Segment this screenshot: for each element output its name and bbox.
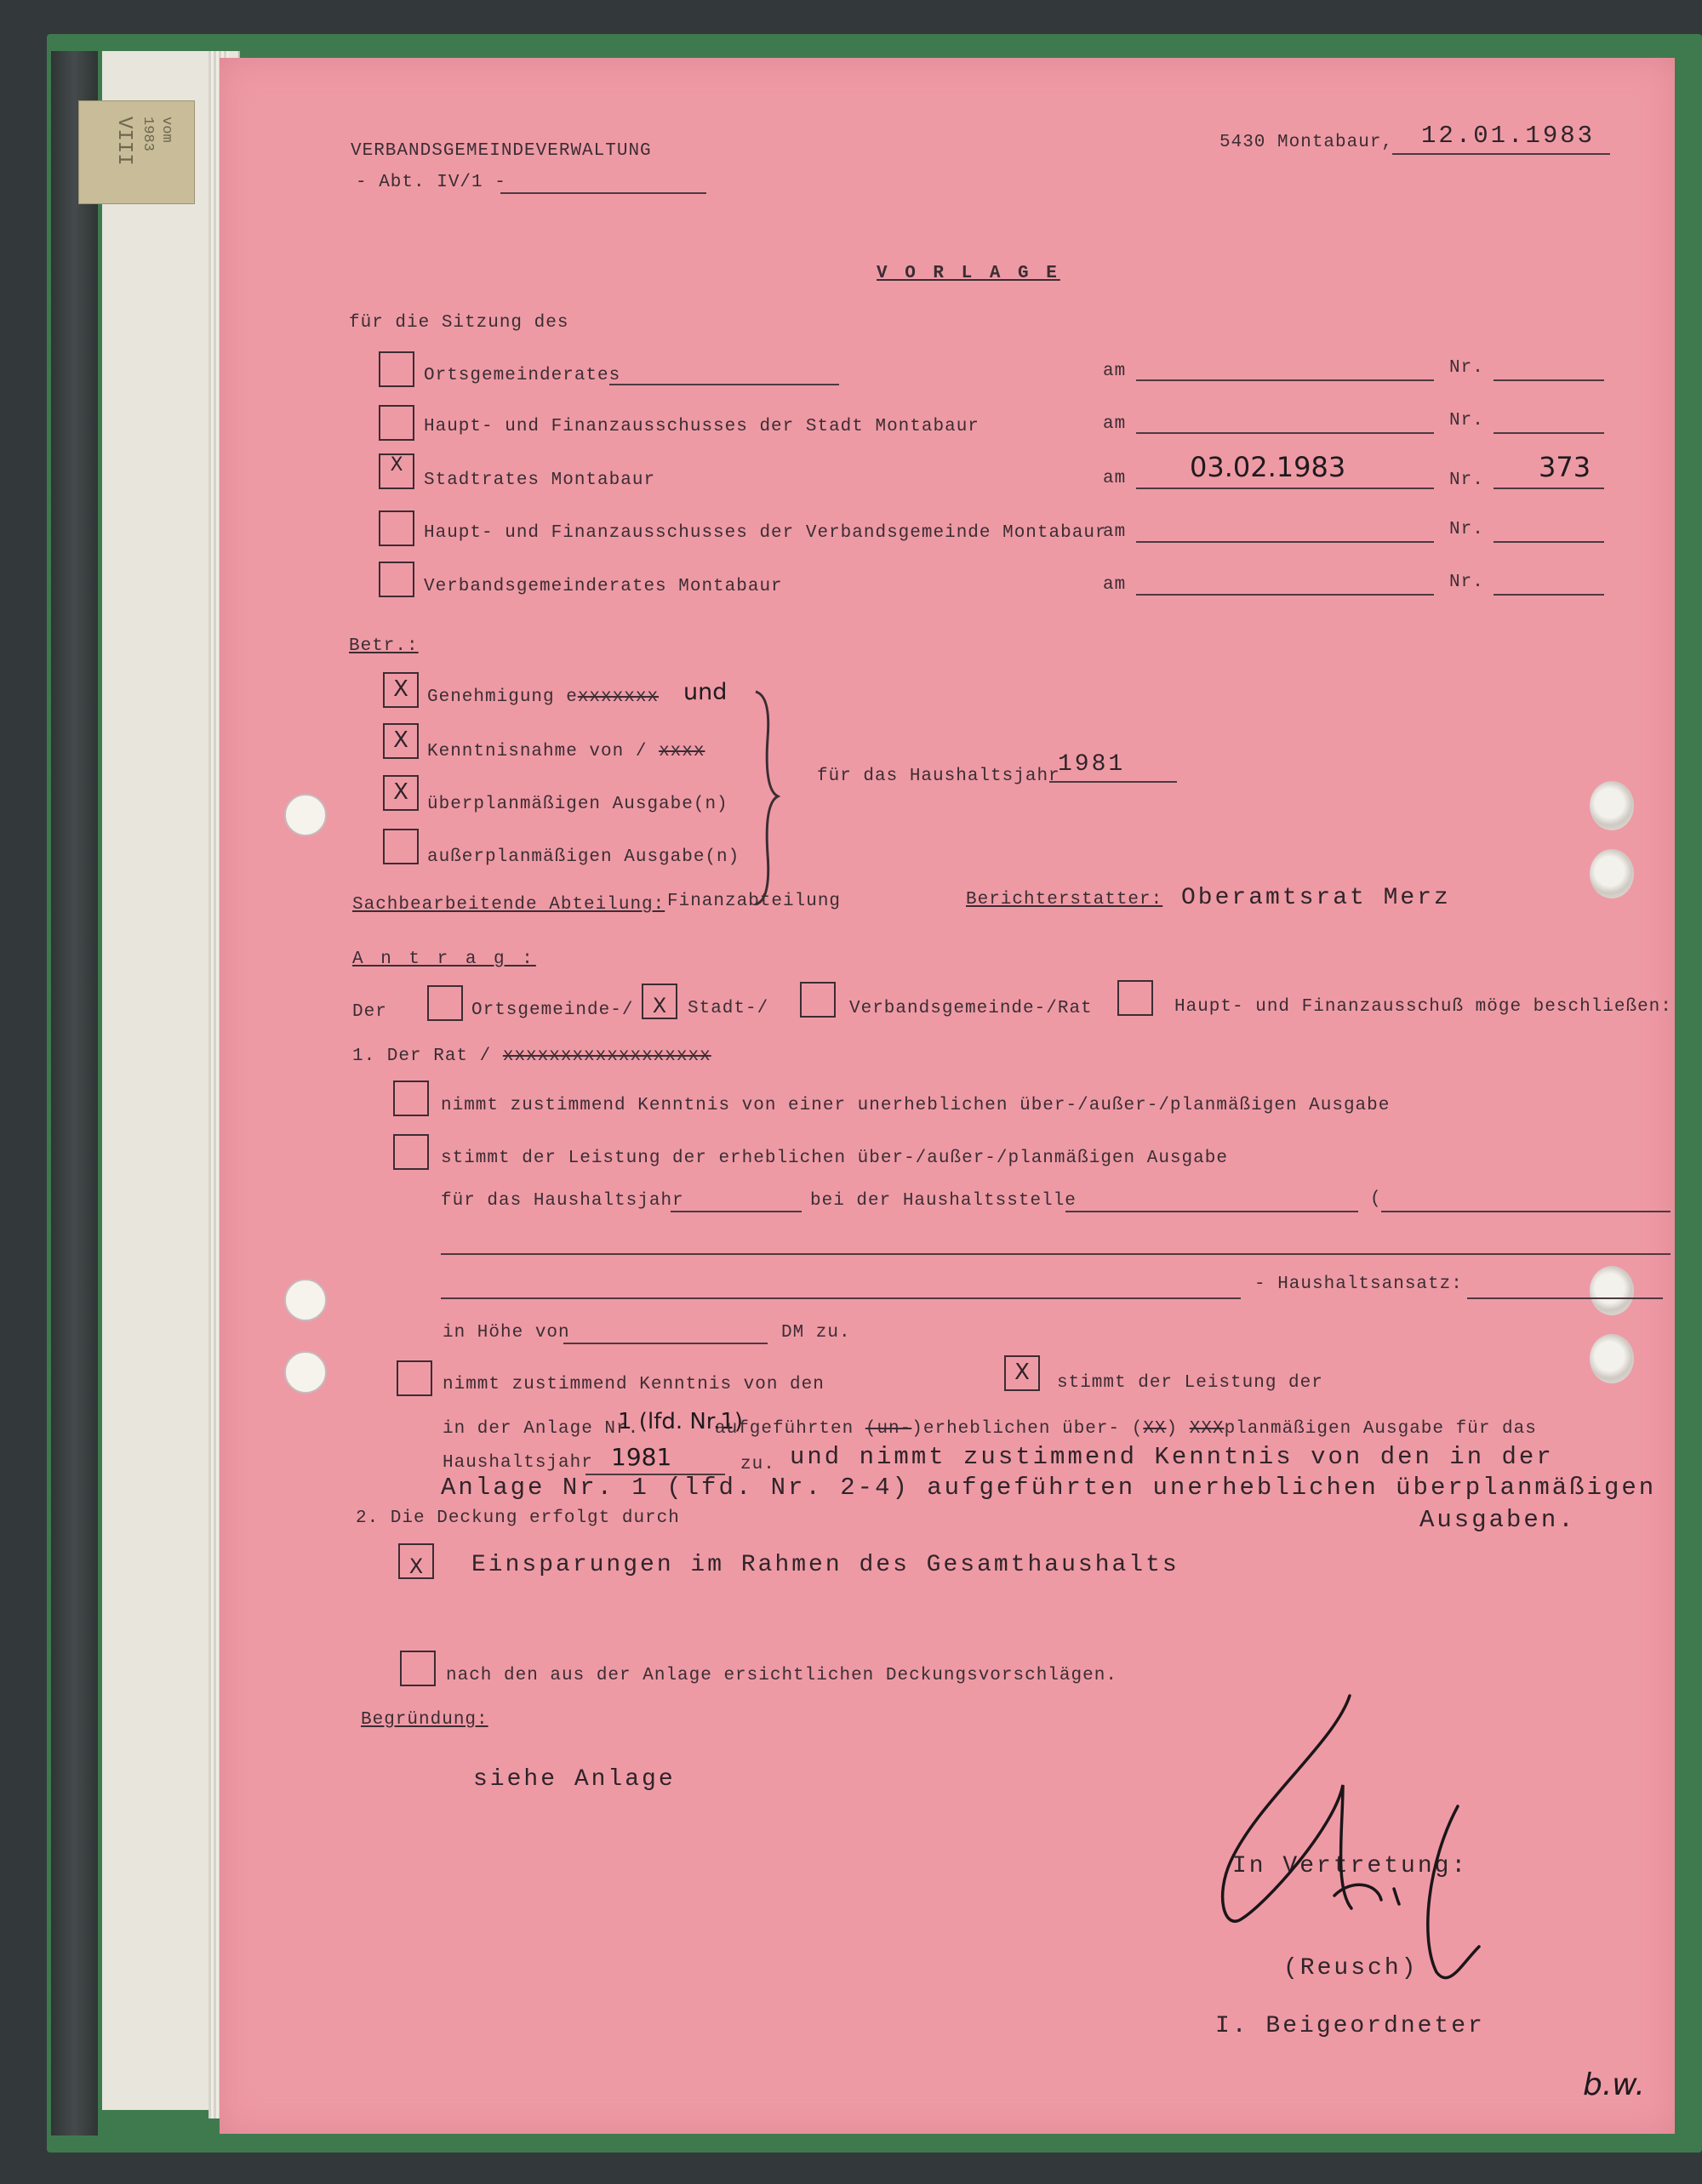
- folder-spine: [51, 51, 98, 2136]
- checkmark-x: X: [393, 676, 408, 702]
- meeting-blank-line: [609, 384, 839, 385]
- spine-label: [78, 100, 195, 204]
- punch-hole: [1590, 849, 1634, 898]
- date-field[interactable]: [1136, 432, 1434, 434]
- spine-label-line: vom: [158, 117, 174, 143]
- betr-item-label: außerplanmäßigen Ausgabe(n): [427, 847, 740, 867]
- binder-hole: [284, 1351, 327, 1394]
- date-field[interactable]: [1136, 379, 1434, 381]
- checkmark-x: X: [393, 779, 408, 805]
- footer-note: b.w.: [1583, 2067, 1645, 2102]
- signer-title: I. Beigeordneter: [1215, 2013, 1485, 2039]
- deckung-option-label: Einsparungen im Rahmen des Gesamthaushalts: [471, 1552, 1179, 1578]
- hh-stelle-field[interactable]: [1065, 1211, 1358, 1212]
- date-field[interactable]: [1136, 541, 1434, 543]
- item2-label: 2. Die Deckung erfolgt durch: [356, 1508, 680, 1528]
- binder-hole: [284, 794, 327, 836]
- deckung-checkbox[interactable]: [398, 1543, 434, 1579]
- punch-hole: [1590, 781, 1634, 830]
- checkmark-x: X: [393, 727, 408, 753]
- nr-field[interactable]: [1494, 379, 1604, 381]
- meeting-checkbox[interactable]: [379, 351, 414, 387]
- betr-label: Betr.:: [349, 636, 419, 656]
- place: 5430 Montabaur,: [1219, 133, 1394, 152]
- hh-year-label: für das Haushaltsjahr: [441, 1191, 684, 1211]
- antrag-checkbox[interactable]: [1117, 980, 1153, 1016]
- am-label: am: [1103, 362, 1127, 381]
- hh-jahr-value: 1981: [611, 1443, 672, 1471]
- department-line: [500, 192, 706, 194]
- responsible-dept: Finanzabteilung: [667, 892, 842, 911]
- betr-item-text: Kenntnisnahme von /: [427, 742, 648, 761]
- anlage-text: aufgeführten: [715, 1419, 854, 1439]
- struck-text: XX: [1143, 1419, 1167, 1439]
- punch-hole: [1590, 1334, 1634, 1383]
- form-title: V O R L A G E: [877, 264, 1060, 283]
- kenntnis-checkbox[interactable]: [397, 1360, 432, 1396]
- item1-checkbox[interactable]: [393, 1081, 429, 1116]
- typed-addition: Ausgaben.: [1419, 1506, 1576, 1534]
- fiscal-year-line: [1049, 781, 1177, 783]
- meeting-intro: für die Sitzung des: [349, 313, 569, 333]
- office-name: VERBANDSGEMEINDEVERWALTUNG: [351, 141, 652, 161]
- am-label: am: [1103, 522, 1127, 542]
- nr-label: Nr.: [1449, 358, 1484, 378]
- anlage-text: in der Anlage Nr.: [443, 1419, 640, 1439]
- meeting-label: Verbandsgemeinderates Montabaur: [424, 577, 783, 596]
- leistung-checkbox[interactable]: [1004, 1355, 1040, 1391]
- betr-item-label: überplanmäßigen Ausgabe(n): [427, 795, 728, 814]
- document-date: 12.01.1983: [1421, 122, 1596, 150]
- antrag-checkbox[interactable]: [642, 984, 677, 1019]
- spine-label-line: 1983: [140, 117, 156, 151]
- anlage-text: für das: [1455, 1419, 1537, 1439]
- hoehe-field[interactable]: [563, 1343, 768, 1344]
- hh-jahr-label: Haushaltsjahr: [443, 1453, 593, 1473]
- item1-checkbox[interactable]: [393, 1134, 429, 1170]
- date-line: [1392, 153, 1610, 155]
- deckung-option-label: nach den aus der Anlage ersichtlichen Deckungsvorschlägen.: [446, 1666, 1117, 1685]
- meeting-checkbox[interactable]: [379, 562, 414, 597]
- struck-text: xxxxxxx: [577, 687, 660, 707]
- zu-label: zu.: [740, 1455, 775, 1474]
- meeting-label: Stadtrates Montabaur: [424, 470, 656, 490]
- nr-field[interactable]: [1494, 488, 1604, 489]
- nr-field[interactable]: [1494, 541, 1604, 543]
- haushaltsansatz-label: - Haushaltsansatz:: [1254, 1274, 1463, 1294]
- checkmark-x: X: [652, 994, 667, 1018]
- binder-hole: [284, 1279, 327, 1321]
- department: - Abt. IV/1 -: [356, 173, 506, 192]
- blank-line[interactable]: [441, 1253, 1671, 1255]
- anlage-text: planmäßigen Ausgabe: [1224, 1419, 1445, 1439]
- begruendung-text: siehe Anlage: [473, 1766, 676, 1793]
- antrag-option-label: Haupt- und Finanzausschuß möge beschließen:: [1174, 997, 1672, 1017]
- item1-prefix-text: 1. Der Rat /: [352, 1046, 492, 1066]
- anlage-line: [443, 1419, 639, 1439]
- struck-text: xxxx: [659, 742, 705, 761]
- item1-prefix: [352, 1046, 711, 1066]
- hoehe-label: in Höhe von: [443, 1323, 570, 1343]
- antrag-option-label: Stadt-/: [688, 999, 769, 1018]
- typed-addition: Anlage Nr. 1 (lfd. Nr. 2-4) aufgeführten unerheblichen überplanmäßigen: [441, 1474, 1657, 1502]
- signer-name: (Reusch): [1283, 1955, 1419, 1982]
- checkmark-x: X: [408, 1554, 424, 1578]
- am-label: am: [1103, 469, 1127, 488]
- dm-label: DM zu.: [781, 1323, 851, 1343]
- antrag-option-label: Ortsgemeinde-/: [471, 1001, 634, 1020]
- meeting-checkbox[interactable]: [379, 453, 414, 489]
- betr-item-text: Genehmigung e: [427, 687, 578, 707]
- meeting-checkbox[interactable]: [379, 510, 414, 546]
- meeting-label: Haupt- und Finanzausschusses der Verbandsgemeinde Montabaur: [424, 523, 1107, 543]
- antrag-label: A n t r a g :: [352, 949, 536, 969]
- paren-open: (: [1370, 1189, 1382, 1209]
- antrag-der: Der: [352, 1002, 387, 1022]
- nr-label: Nr.: [1449, 411, 1484, 431]
- checkmark-x: X: [1014, 1360, 1030, 1385]
- betr-checkbox[interactable]: [383, 723, 419, 759]
- deckung-checkbox[interactable]: [400, 1651, 436, 1686]
- form-sheet: [220, 58, 1675, 2134]
- signature-label: In Vertretung:: [1232, 1853, 1469, 1879]
- struck-text: xxxxxxxxxxxxxxxxxx: [502, 1046, 711, 1066]
- betr-item-label: [427, 742, 705, 761]
- nr-field[interactable]: [1494, 432, 1604, 434]
- item1-option-label: nimmt zustimmend Kenntnis von einer unerheblichen über-/außer-/planmäßigen Ausgabe: [441, 1096, 1391, 1115]
- fiscal-year-label: für das Haushaltsjahr: [817, 767, 1060, 786]
- kenntnis-label: nimmt zustimmend Kenntnis von den: [443, 1375, 825, 1394]
- spine-label-line: VIII: [112, 117, 135, 166]
- antrag-checkbox[interactable]: [800, 982, 836, 1018]
- betr-item-label: [427, 687, 659, 707]
- item1-option-label: stimmt der Leistung der erheblichen über-/außer-/planmäßigen Ausgabe: [441, 1149, 1228, 1168]
- anlage-line-rest: [715, 1419, 1537, 1439]
- betr-item-addition: und: [683, 679, 728, 705]
- antrag-option-label: Verbandsgemeinde-/Rat: [849, 999, 1093, 1018]
- struck-text: XXX: [1189, 1419, 1225, 1439]
- begruendung-label: Begründung:: [361, 1710, 488, 1730]
- anlage-nr: 1 (lfd. Nr.1): [618, 1409, 744, 1434]
- blank-line[interactable]: [441, 1297, 1241, 1299]
- reporter-name: Oberamtsrat Merz: [1181, 885, 1451, 911]
- meeting-label: Ortsgemeinderates: [424, 366, 621, 385]
- punch-hole: [1590, 1266, 1634, 1315]
- anlage-text: ): [1166, 1419, 1179, 1439]
- curly-brace: [747, 687, 781, 909]
- am-label: am: [1103, 575, 1127, 595]
- betr-checkbox[interactable]: [383, 775, 419, 811]
- nr-field[interactable]: [1494, 594, 1604, 596]
- meeting-label: Haupt- und Finanzausschusses der Stadt Montabaur: [424, 417, 980, 436]
- date-field[interactable]: [1136, 594, 1434, 596]
- anlage-text: )erheblichen über- (: [911, 1419, 1144, 1439]
- responsible-dept-label: Sachbearbeitende Abteilung:: [352, 895, 665, 915]
- meeting-nr: 373: [1539, 451, 1591, 483]
- fiscal-year-value: 1981: [1058, 751, 1126, 778]
- betr-checkbox[interactable]: [383, 829, 419, 864]
- date-field[interactable]: [1136, 488, 1434, 489]
- haushaltsansatz-field[interactable]: [1467, 1297, 1663, 1299]
- nr-label: Nr.: [1449, 470, 1484, 490]
- hh-stelle-desc-field[interactable]: [1381, 1211, 1671, 1212]
- hh-stelle-label: bei der Haushaltsstelle: [810, 1191, 1077, 1211]
- hh-year-field[interactable]: [671, 1211, 802, 1212]
- nr-label: Nr.: [1449, 520, 1484, 539]
- meeting-checkbox[interactable]: [379, 405, 414, 441]
- meeting-date: 03.02.1983: [1190, 451, 1346, 483]
- antrag-checkbox[interactable]: [427, 985, 463, 1021]
- typed-addition: und nimmt zustimmend Kenntnis von den in der: [790, 1443, 1554, 1471]
- am-label: am: [1103, 414, 1127, 434]
- betr-checkbox[interactable]: [383, 672, 419, 708]
- checkmark-x: X: [390, 454, 403, 476]
- reporter-label: Berichterstatter:: [966, 890, 1163, 910]
- leistung-label: stimmt der Leistung der: [1057, 1373, 1323, 1393]
- nr-label: Nr.: [1449, 573, 1484, 592]
- struck-text: (un-: [865, 1419, 912, 1439]
